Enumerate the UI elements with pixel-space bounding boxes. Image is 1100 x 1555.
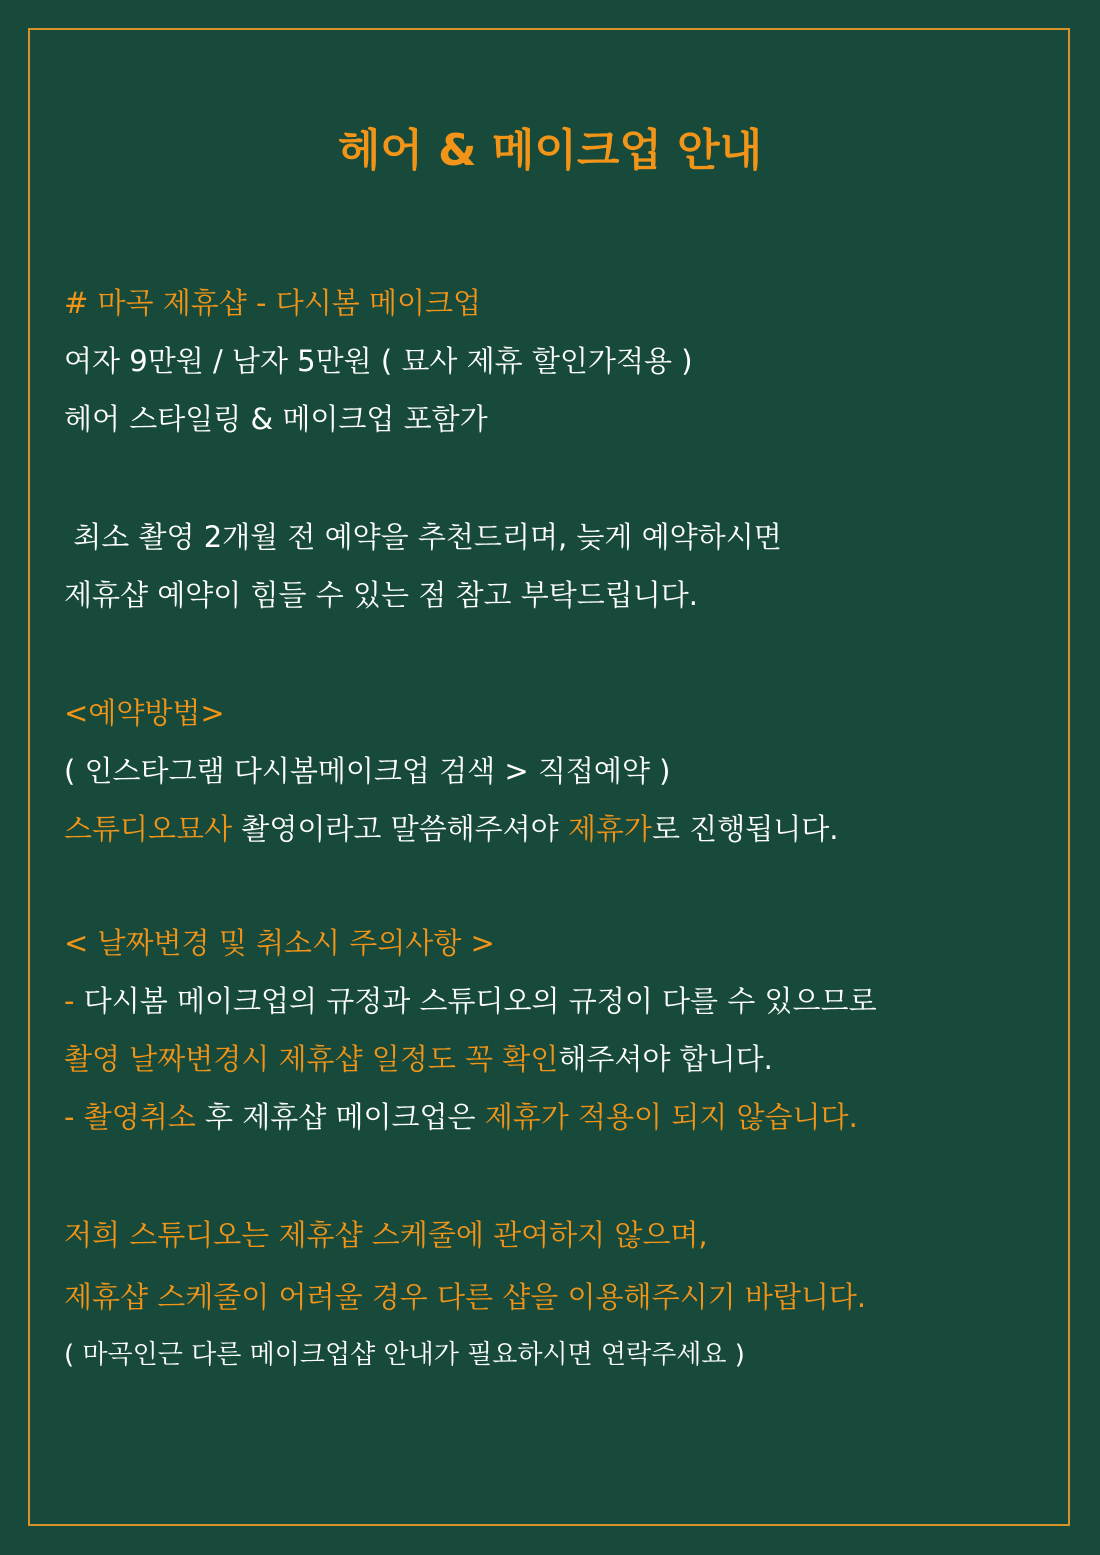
- page-title: 헤어 & 메이크업 안내: [337, 125, 763, 176]
- reservation-mention: 스튜디오묘사 촬영이라고 말씀해주셔야 제휴가로 진행됩니다.: [64, 812, 839, 846]
- studio-name-highlight: 스튜디오묘사: [64, 812, 233, 846]
- caution-heading: < 날짜변경 및 취소시 주의사항 >: [64, 926, 495, 960]
- closing-line-3: ( 마곡인근 다른 메이크업샵 안내가 필요하시면 연락주세요 ): [64, 1340, 745, 1370]
- partner-heading: # 마곡 제휴샵 - 다시봄 메이크업: [64, 286, 482, 320]
- reservation-method: ( 인스타그램 다시봄메이크업 검색 > 직접예약 ): [64, 754, 671, 788]
- partner-price-highlight: 제휴가: [567, 812, 652, 846]
- notice-line-2: 제휴샵 예약이 힘들 수 있는 점 참고 부탁드립니다.: [64, 578, 699, 612]
- caution-item-2: - 촬영취소 후 제휴샵 메이크업은 제휴가 적용이 되지 않습니다.: [64, 1100, 858, 1134]
- caution-item-1: - 다시봄 메이크업의 규정과 스튜디오의 규정이 다를 수 있으므로: [64, 984, 877, 1018]
- closing-line-1: 저희 스튜디오는 제휴샵 스케줄에 관여하지 않으며,: [64, 1218, 708, 1252]
- notice-line-1: 최소 촬영 2개월 전 예약을 추천드리며, 늦게 예약하시면: [64, 520, 782, 554]
- reservation-heading: <예약방법>: [64, 696, 225, 730]
- closing-line-2: 제휴샵 스케줄이 어려울 경우 다른 샵을 이용해주시기 바랍니다.: [64, 1280, 867, 1314]
- partner-price: 여자 9만원 / 남자 5만원 ( 묘사 제휴 할인가적용 ): [64, 344, 693, 378]
- caution-item-1b: 촬영 날짜변경시 제휴샵 일정도 꼭 확인해주셔야 합니다.: [64, 1042, 773, 1076]
- partner-includes: 헤어 스타일링 & 메이크업 포함가: [64, 402, 488, 436]
